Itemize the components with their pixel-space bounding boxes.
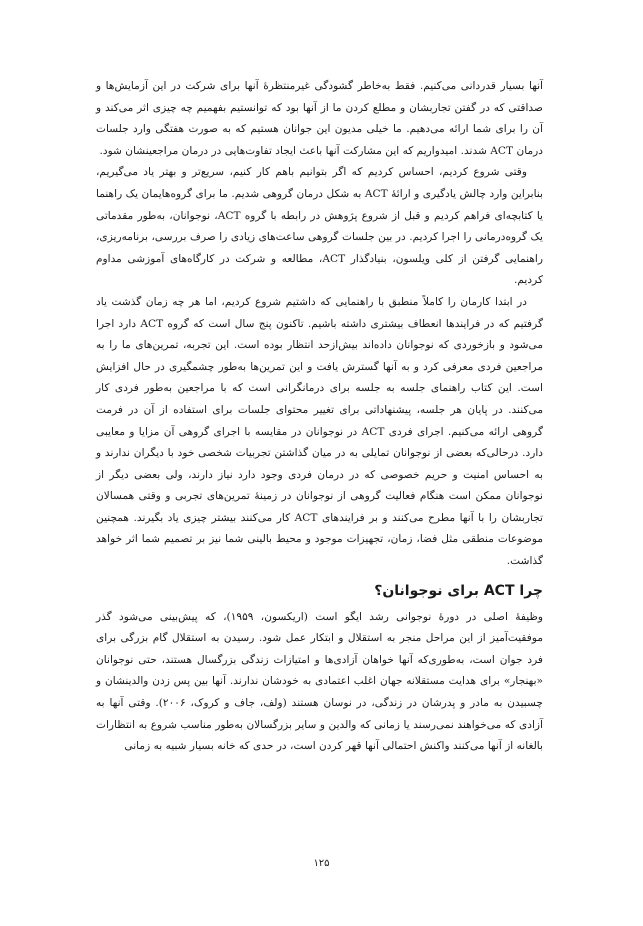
page-body — [96, 76, 543, 758]
page-number: ۱۲۵ — [313, 858, 330, 869]
paragraph-adolescence: وظیفهٔ اصلی در دورهٔ نوجوانی رشد ایگو است (اریکسون، ۱۹۵۹)، که پیش‌بینی می‌شود گذر موفقیت‌آمیز از این مراحل منجر به استقلال و ابتکار عمل شود. رسیدن به استقلال گام بزرگی برای فرد جوان است، به‌طوری‌که آنها خواهان آزادی‌ها و امتیازات زندگی بزرگسال هستند، حتی نوجوانان «بهنجار» برای هدایت مستقلانه جهان اغلب اعتمادی به خودشان ندارند. آنها بین پس زدن والدینشان و چسبیدن به مادر و پدرشان در زندگی، در نوسان هستند (ولف، جاف و کروک، ۲۰۰۶). وقتی آنها به آزادی که می‌خواهند نمی‌رسند یا زمانی که والدین و سایر بزرگسالان به‌طور مناسب شروع به انتظارات بالغانه از آنها می‌کنند واکنش احتمالی آنها قهر کردن است، در حدی که خانه بسیار شبیه به زمانی — [96, 610, 544, 753]
section-heading: چرا ACT برای نوجوانان؟ — [374, 582, 543, 599]
paragraph-gratitude: آنها بسیار قدردانی می‌کنیم. فقط به‌خاطر گشودگی غیرمنتظرهٔ آنها برای شرکت در این آزمایش‌ها و صداقتی که در گفتن تجاربشان و مطلع کردن ما از آنها بود که توانستیم بفهمیم چه چیزی اثر می‌کند و آن را برای شما ارائه می‌دهیم. ما خیلی مدیون این جوانان هستیم که به صورت هفتگی وارد جلسات درمان ACT شدند. امیدواریم که این مشارکت آنها باعث ایجاد تفاوت‌هایی در درمان مراجعینشان شود. — [96, 80, 543, 157]
paragraph-starting-act: وقتی شروع کردیم، احساس کردیم که اگر بتوانیم باهم کار کنیم، سریع‌تر و بهتر یاد می‌گیریم، بنابراین وارد چالش یادگیری و ارائهٔ ACT به شکل درمان گروهی شدیم. ما برای گروه‌هایمان یک راهنما یا کتابچه‌ای فراهم کردیم و قبل از شروع پژوهش در رابطه با گروه ACT، نوجوانان، به‌طور مقدماتی یک گروه‌درمانی را اجرا کردیم. در بین جلسات گروهی ساعت‌های زیادی را صرف بررسی، برنامه‌ریزی، راهنمایی گرفتن از کلی ویلسون، بنیادگذار ACT، مطالعه و شرکت در کارگاه‌های آموزشی مداوم کردیم. — [96, 166, 543, 287]
paragraph-individual-vs-group: در ابتدا کارمان را کاملاً منطبق با راهنمایی که داشتیم شروع کردیم، اما هر چه زمان گذشت یاد گرفتیم که در فرایندها انعطاف بیشتری داشته باشیم. تاکنون پنج سال است که گروه ACT دارد اجرا می‌شود و بازخوردی که نوجوانان داده‌اند بیش‌ازحد انتظار بوده است. این تجربه، تمرین‌های ما را به مراجعین فردی معرفی کرد و به آنها گسترش یافت و این تمرین‌ها به‌طور چشمگیری در حال افزایش است. این کتاب راهنمای جلسه به جلسه برای درمانگرانی است که با مراجعین به‌طور فردی کار می‌کنند. در پایان هر جلسه، پیشنهاداتی برای تغییر محتوای جلسات برای استفاده از آن در فرمت گروهی ارائه می‌کنیم. اجرای فردی ACT در نوجوانان در مقایسه با اجرای گروهی آن مزایا و معایبی دارد. درحالی‌که بعضی از نوجوانان تمایلی به در میان گذاشتن تجربیات شخصی خود با دیگران ندارند و به احساس امنیت و حریم خصوصی که در درمان فردی وجود دارد نیاز دارند، ولی بعضی دیگر از نوجوانان ممکن است هنگام فعالیت گروهی از نوجوانان در زمینهٔ تمرین‌های تجربی و وقتی همسالان تجاربشان را با آنها مطرح می‌کنند و بر فرایندهای ACT کار می‌کنند بیشتر چیزی یاد بگیرند. همچنین موضوعات منطقی مثل فضا، زمان، تجهیزات موجود و محیط بالینی شما نیز بر تصمیم شما اثر خواهد گذاشت. — [96, 295, 544, 568]
